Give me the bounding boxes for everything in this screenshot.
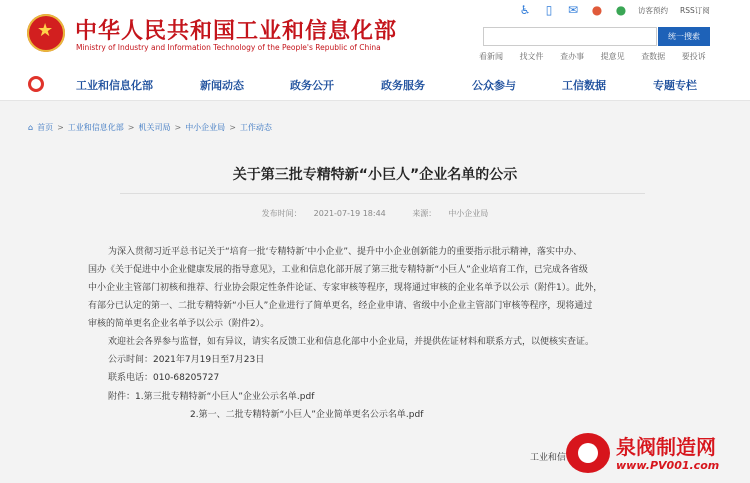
nav-item-news[interactable]: 新闻动态 bbox=[200, 79, 244, 92]
nav-item-miit[interactable]: 工业和信息化部 bbox=[76, 79, 153, 92]
watermark-url: www.PV001.com bbox=[616, 459, 720, 472]
breadcrumb-separator: > bbox=[174, 123, 182, 132]
breadcrumb-miit[interactable]: 工业和信息化部 bbox=[67, 123, 124, 132]
site-title[interactable]: 中华人民共和国工业和信息化部 bbox=[75, 19, 398, 44]
breadcrumb-separator: > bbox=[127, 123, 135, 132]
body-line: 欢迎社会各界参与监督，如有异议，请实名反馈工业和信息化部中小企业局，并提供佐证材料和联系方式，以便核实查证。 bbox=[108, 337, 595, 347]
breadcrumb bbox=[28, 122, 272, 133]
body-line: 国办《关于促进中小企业健康发展的指导意见》，工业和信息化部开展了第三批专精特新“小巨人”企业培育工作，已完成各省级 bbox=[88, 265, 588, 275]
site-header bbox=[0, 0, 750, 68]
article-title: 关于第三批专精特新“小巨人”企业名单的公示 bbox=[232, 167, 518, 183]
quick-link-files[interactable]: 找文件 bbox=[519, 52, 544, 61]
breadcrumb-separator: > bbox=[229, 123, 236, 132]
quick-link-feedback[interactable]: 提意见 bbox=[600, 52, 625, 61]
source-value: 中小企业局 bbox=[448, 209, 489, 218]
quick-link-data[interactable]: 查数据 bbox=[641, 52, 666, 61]
quick-link-complaint[interactable]: 要投诉 bbox=[681, 52, 706, 61]
mail-icon[interactable]: ✉ bbox=[567, 3, 579, 17]
site-subtitle: Ministry of Industry and Information Technology of the People's Republic of China bbox=[76, 43, 381, 52]
source-label: 来源： bbox=[412, 209, 437, 218]
breadcrumb-separator: > bbox=[57, 123, 64, 132]
attachment-1-link[interactable]: 附件：1.第三批专精特新“小巨人”企业公示名单.pdf bbox=[108, 392, 315, 402]
breadcrumb-home[interactable]: 首页 bbox=[37, 123, 54, 132]
contact-phone: 联系电话：010-68205727 bbox=[108, 373, 220, 383]
body-line: 为深入贯彻习近平总书记关于“培育一批‘专精特新’中小企业”、提升中小企业创新能力的重要指示批示精神，落实中办、 bbox=[108, 247, 583, 257]
watermark bbox=[566, 431, 746, 479]
nav-item-topics[interactable]: 专题专栏 bbox=[653, 79, 697, 92]
watermark-name: 泉阀制造网 bbox=[616, 435, 716, 459]
national-emblem-icon bbox=[27, 14, 65, 52]
breadcrumb-departments[interactable]: 机关司局 bbox=[138, 123, 171, 132]
accessibility-icon[interactable]: ♿ bbox=[519, 3, 531, 17]
breadcrumb-sme-bureau[interactable]: 中小企业局 bbox=[185, 123, 226, 132]
publish-label: 发布时间： bbox=[261, 209, 302, 218]
attachment-2-link[interactable]: 2.第一、二批专精特新“小巨人”企业简单更名公示名单.pdf bbox=[190, 410, 424, 420]
body-line: 中小企业主管部门初核和推荐、行业协会限定性条件论证、专家审核等程序，现将通过审核的企业名单予以公示（附件1）。此外， bbox=[88, 283, 603, 293]
breadcrumb-work-news[interactable]: 工作动态 bbox=[239, 123, 272, 132]
visitor-appointment-link[interactable]: 访客预约 bbox=[638, 5, 668, 15]
nav-item-services[interactable]: 政务服务 bbox=[381, 79, 425, 92]
signature-line: 工业和信 bbox=[530, 453, 567, 463]
body-line: 审核的简单更名企业名单予以公示（附件2）。 bbox=[88, 319, 270, 329]
title-divider bbox=[120, 193, 645, 194]
mobile-icon[interactable]: ▯ bbox=[545, 3, 553, 17]
nav-item-participation[interactable]: 公众参与 bbox=[472, 79, 516, 92]
main-nav bbox=[0, 68, 750, 101]
search-button[interactable]: 统一搜索 bbox=[658, 27, 710, 46]
notice-period: 公示时间：2021年7月19日至7月23日 bbox=[108, 355, 265, 365]
rss-link[interactable]: RSS订阅 bbox=[680, 5, 710, 15]
nav-logo-icon[interactable] bbox=[28, 76, 44, 92]
weibo-icon[interactable]: ● bbox=[591, 3, 603, 17]
body-line: 有部分已认定的第一、二批专精特新“小巨人”企业进行了简单更名，经企业申请、省级中小企业主管部门审核等程序，现将通过 bbox=[88, 301, 593, 311]
quick-links bbox=[479, 51, 720, 62]
quick-link-services[interactable]: 查办事 bbox=[560, 52, 585, 61]
home-icon: ⌂ bbox=[28, 123, 34, 132]
article-meta bbox=[0, 208, 750, 219]
watermark-logo-icon bbox=[566, 433, 610, 473]
wechat-icon[interactable]: ● bbox=[615, 3, 627, 17]
quick-link-news[interactable]: 看新闻 bbox=[479, 52, 503, 61]
search-input[interactable] bbox=[483, 27, 657, 46]
top-bar bbox=[518, 2, 722, 18]
nav-item-gov-affairs[interactable]: 政务公开 bbox=[290, 79, 334, 92]
publish-time: 2021-07-19 18:44 bbox=[313, 209, 386, 218]
nav-item-data[interactable]: 工信数据 bbox=[562, 79, 606, 92]
